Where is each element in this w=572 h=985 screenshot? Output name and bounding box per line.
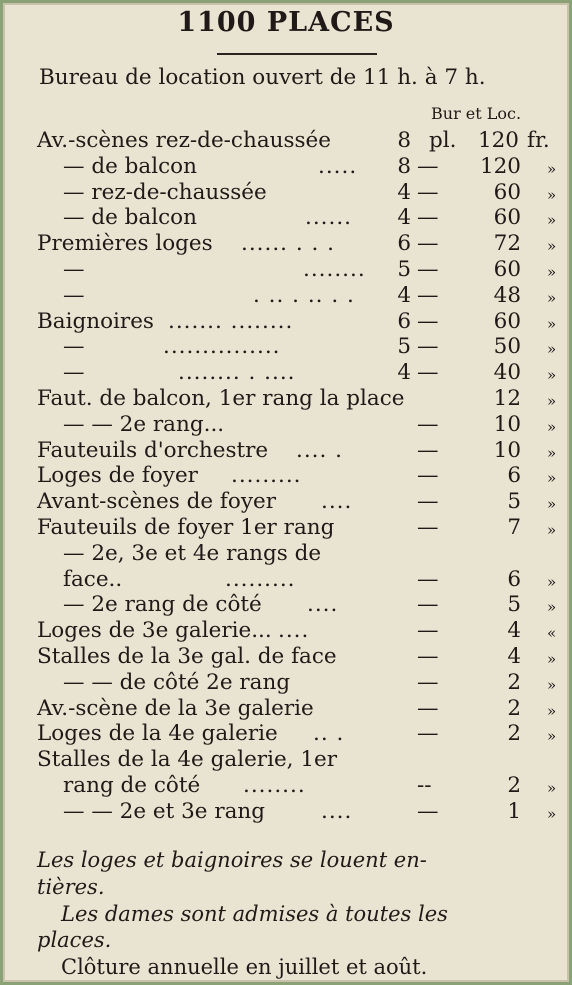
price-row [3, 128, 572, 154]
row-label: Av.-scènes rez-de-chaussée [37, 128, 331, 153]
unit-or-dash: — [417, 153, 439, 179]
ditto-mark: » [547, 263, 557, 281]
ditto-mark: » [547, 288, 557, 307]
row-label: Loges de 3e galerie... [37, 618, 272, 644]
places-count: 5 [397, 334, 411, 360]
price-row [3, 463, 572, 489]
price-value: 10 [493, 437, 521, 463]
leader-dots: .. . [313, 721, 345, 747]
price-row [3, 334, 572, 360]
note-line: Les loges et baignoires se louent en- [37, 848, 427, 872]
unit-or-dash: — [417, 798, 439, 824]
ditto-mark: » [547, 392, 557, 410]
row-label: Baignoires [37, 308, 154, 334]
unit-or-dash: — [417, 669, 439, 695]
unit-or-dash: — [417, 515, 439, 540]
row-label: — rez-de-chaussée [63, 179, 267, 205]
leader-dots: .... [307, 592, 339, 618]
leader-dots: .... [321, 489, 353, 515]
note-line: tières. [37, 875, 105, 899]
leader-dots: ........ [303, 257, 366, 282]
unit-or-dash: — [417, 282, 439, 308]
leader-dots: ........ [243, 773, 306, 798]
price-row [3, 309, 572, 335]
row-label: face.. [63, 566, 123, 592]
price-row [3, 515, 572, 541]
row-label: Loges de foyer [37, 463, 198, 489]
price-value: 40 [493, 360, 521, 386]
row-label: Av.-scène de la 3e galerie [37, 695, 314, 721]
price-value: 10 [493, 411, 521, 437]
unit-or-dash: — [417, 618, 439, 644]
price-value: 7 [507, 515, 521, 540]
unit-or-dash: — [417, 308, 439, 334]
leader-dots: ..... [318, 153, 358, 179]
unit-or-dash: pl. [429, 128, 457, 153]
leader-dots: .... [278, 618, 310, 644]
price-row [3, 283, 572, 309]
row-label: — 2e rang de côté [63, 592, 262, 618]
ditto-mark: » [547, 185, 557, 204]
row-label: Stalles de la 4e galerie, 1er [37, 747, 338, 773]
note-line: places. [37, 928, 112, 952]
places-count: 4 [397, 360, 411, 386]
places-count: 4 [397, 205, 411, 231]
price-value: 5 [507, 592, 521, 618]
unit-or-dash: — [417, 257, 439, 282]
price-value: 6 [507, 463, 521, 489]
ditto-mark: » [547, 572, 557, 591]
price-row [3, 644, 572, 670]
places-count: 4 [397, 179, 411, 205]
ditto-mark: » [547, 779, 557, 797]
row-label: Fauteuils de foyer 1er rang [37, 515, 335, 540]
price-value: 48 [493, 282, 521, 308]
leader-dots: ......... [231, 463, 302, 489]
price-row [3, 438, 572, 464]
unit-or-dash: — [417, 411, 439, 437]
price-row [3, 205, 572, 231]
row-label: — [63, 282, 85, 308]
currency-suffix: fr. [527, 128, 550, 153]
row-label: Fauteuils d'orchestre [37, 437, 269, 463]
ditto-mark: » [547, 521, 557, 539]
leader-dots: ......... [225, 566, 296, 592]
page-title: 1100 PLACES [177, 7, 395, 38]
ditto-mark: » [547, 598, 557, 617]
unit-or-dash: — [417, 205, 439, 231]
unit-or-dash: — [417, 437, 439, 463]
price-value: 50 [493, 334, 521, 360]
leader-dots: ............... [163, 334, 281, 360]
ditto-mark: » [547, 159, 557, 178]
price-value: 12 [493, 386, 521, 411]
price-row [3, 412, 572, 438]
ditto-mark: » [547, 727, 557, 746]
ditto-mark: » [547, 417, 557, 436]
price-value: 2 [507, 695, 521, 721]
price-value: 60 [493, 257, 521, 282]
ditto-mark: » [547, 340, 557, 359]
price-value: 4 [507, 618, 521, 644]
unit-or-dash: — [417, 721, 439, 747]
price-value: 60 [493, 308, 521, 334]
unit-or-dash: — [417, 179, 439, 205]
price-value: 2 [507, 773, 521, 798]
price-row [3, 618, 572, 644]
price-row [3, 180, 572, 206]
price-row [3, 773, 572, 799]
price-row [3, 360, 572, 386]
closing-note: Clôture annuelle en juillet et août. [61, 955, 428, 979]
leader-dots: .... [321, 798, 353, 824]
price-row [3, 592, 572, 618]
places-count: 4 [397, 282, 411, 308]
price-row [3, 721, 572, 747]
price-value: 120 [477, 128, 519, 153]
unit-or-dash: — [417, 463, 439, 489]
row-label: Faut. de balcon, 1er rang la place [37, 386, 405, 411]
price-row [3, 154, 572, 180]
ditto-mark: » [547, 701, 557, 720]
unit-or-dash: — [417, 592, 439, 618]
note-line: Les dames sont admises à toutes les [61, 902, 448, 926]
row-label: Premières loges [37, 231, 213, 257]
ditto-mark: » [547, 804, 557, 823]
leader-dots: ...... . . . [241, 231, 336, 257]
row-label: Stalles de la 3e gal. de face [37, 644, 337, 669]
price-value: 1 [507, 798, 521, 824]
places-count: 5 [397, 257, 411, 282]
ditto-mark: » [547, 650, 557, 668]
leader-dots: ........ . .... [178, 360, 296, 386]
price-row [3, 696, 572, 722]
price-value: 120 [479, 153, 521, 179]
places-count: 8 [397, 128, 411, 153]
price-row [3, 567, 572, 593]
price-value: 6 [507, 566, 521, 592]
leader-dots: ...... [305, 205, 353, 231]
price-value: 60 [493, 205, 521, 231]
ditto-mark: » [547, 314, 557, 333]
row-label: — — 2e rang... [63, 411, 225, 437]
places-count: 6 [397, 231, 411, 257]
price-row [3, 541, 572, 567]
column-header: Bur et Loc. [431, 104, 522, 123]
price-value: 2 [507, 669, 521, 695]
row-label: — — de côté 2e rang [63, 669, 291, 695]
price-row [3, 670, 572, 696]
ditto-mark: » [547, 366, 557, 385]
price-row [3, 799, 572, 825]
row-label: Loges de la 4e galerie [37, 721, 278, 747]
row-label: — [63, 360, 85, 386]
price-row [3, 386, 572, 412]
unit-or-dash: — [417, 334, 439, 360]
leader-dots: ....... ........ [168, 308, 294, 334]
bureau-hours: Bureau de location ouvert de 11 h. à 7 h. [39, 65, 486, 90]
unit-or-dash: -- [417, 773, 432, 798]
unit-or-dash: — [417, 231, 439, 257]
row-label: — [63, 257, 85, 282]
unit-or-dash: — [417, 695, 439, 721]
price-value: 60 [493, 179, 521, 205]
row-label: — 2e, 3e et 4e rangs de [63, 540, 322, 566]
row-label: — de balcon [63, 153, 197, 179]
row-label: — [63, 334, 85, 360]
ditto-mark: » [547, 443, 557, 462]
title-rule [217, 53, 377, 55]
price-row [3, 257, 572, 283]
unit-or-dash: — [417, 644, 439, 669]
row-label: — — 2e et 3e rang [63, 798, 266, 824]
leader-dots: . .. . .. . . [253, 282, 355, 308]
ditto-mark: » [547, 211, 557, 230]
price-value: 5 [507, 489, 521, 515]
row-label: Avant-scènes de foyer [37, 489, 276, 515]
row-label: rang de côté [63, 773, 201, 798]
ditto-mark: » [547, 675, 557, 694]
ditto-mark: » [547, 469, 557, 488]
places-count: 8 [397, 153, 411, 179]
unit-or-dash: — [417, 360, 439, 386]
places-count: 6 [397, 308, 411, 334]
leader-dots: .... . [296, 437, 344, 463]
ditto-mark: « [547, 624, 557, 643]
ditto-mark: » [547, 237, 557, 256]
unit-or-dash: — [417, 566, 439, 592]
price-value: 2 [507, 721, 521, 747]
row-label: — de balcon [63, 205, 197, 231]
price-row [3, 489, 572, 515]
price-row [3, 747, 572, 773]
unit-or-dash: — [417, 489, 439, 515]
price-row [3, 231, 572, 257]
ditto-mark: » [547, 495, 557, 514]
price-value: 4 [507, 644, 521, 669]
price-value: 72 [493, 231, 521, 257]
